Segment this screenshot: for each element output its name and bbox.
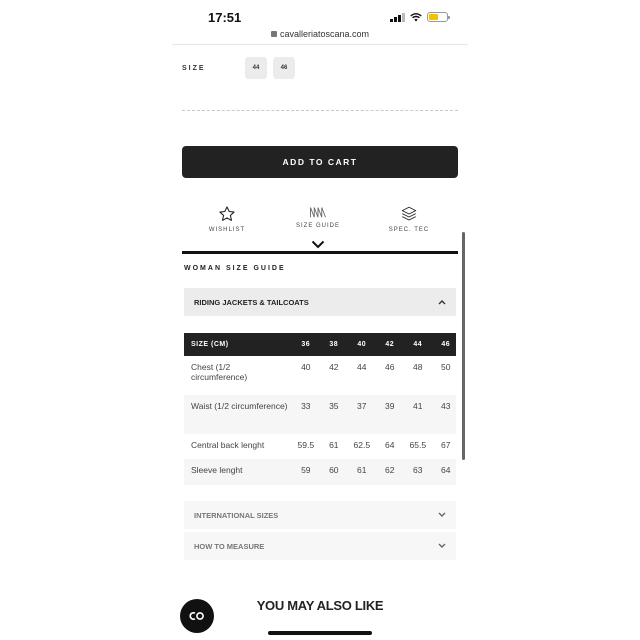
status-icons <box>390 12 448 22</box>
table-cell: 42 <box>329 362 339 372</box>
divider <box>172 44 468 45</box>
size-option-44[interactable]: 44 <box>245 57 267 79</box>
star-icon <box>218 205 236 223</box>
table-cell: 37 <box>344 395 380 434</box>
column-header: 38 <box>324 333 344 356</box>
table-cell: 59 <box>288 459 324 485</box>
column-header: 40 <box>344 333 380 356</box>
scrollbar[interactable] <box>462 232 465 460</box>
add-to-cart-button[interactable]: ADD TO CART <box>182 146 458 178</box>
tab-indicator <box>182 251 458 254</box>
table-cell: 35 <box>324 395 344 434</box>
wifi-icon <box>410 13 422 22</box>
table-row <box>184 434 456 459</box>
status-time: 17:51 <box>208 10 242 25</box>
layers-icon <box>400 205 418 223</box>
chevron-down-icon <box>438 512 446 518</box>
accordion-international-sizes[interactable] <box>184 501 456 529</box>
chat-logo-icon <box>188 611 206 621</box>
table-cell: 48 <box>413 362 423 372</box>
url-bar[interactable] <box>172 29 468 39</box>
accordion-how-to-measure[interactable] <box>184 532 456 560</box>
tab-label: WISHLIST <box>208 227 246 233</box>
tab-wishlist[interactable] <box>187 205 267 233</box>
tab-label: SPEC. TEC <box>388 227 430 233</box>
table-cell: 64 <box>436 459 456 485</box>
tab-label: SIZE GUIDE <box>295 223 340 229</box>
section-title-you-may-also-like: YOU MAY ALSO LIKE <box>256 598 384 613</box>
table-cell: 46 <box>385 362 395 372</box>
accordion-label: HOW TO MEASURE <box>194 541 265 551</box>
row-label: Chest (1/2 circumference) <box>191 362 248 382</box>
table-header <box>184 333 456 356</box>
table-cell: 64 <box>385 440 395 450</box>
phone-screen <box>172 0 468 640</box>
table-cell: 33 <box>288 395 324 434</box>
chevron-down-icon <box>438 543 446 549</box>
chevron-up-icon <box>438 299 446 305</box>
accordion-label: RIDING JACKETS & TAILCOATS <box>194 297 309 307</box>
table-cell: 60 <box>324 459 344 485</box>
divider <box>182 110 458 111</box>
column-header: 36 <box>288 333 324 356</box>
column-header: 46 <box>436 333 456 356</box>
table-cell: 41 <box>400 395 436 434</box>
table-cell: 39 <box>380 395 400 434</box>
signal-icon <box>390 13 405 22</box>
size-table <box>184 333 456 485</box>
tab-spec-tec[interactable] <box>369 205 449 233</box>
row-label: Waist (1/2 circumference) <box>184 395 288 434</box>
row-label: Sleeve lenght <box>184 459 288 485</box>
table-cell: 40 <box>301 362 311 372</box>
accordion-riding-jackets[interactable] <box>184 288 456 316</box>
url-text: cavalleriatoscana.com <box>279 29 370 39</box>
row-label: Central back lenght <box>191 440 265 450</box>
table-cell: 61 <box>329 440 339 450</box>
size-guide-title: WOMAN SIZE GUIDE <box>184 265 286 272</box>
table-cell: 43 <box>436 395 456 434</box>
home-indicator[interactable] <box>268 631 372 635</box>
table-cell: 62 <box>380 459 400 485</box>
table-row <box>184 459 456 485</box>
table-cell: 61 <box>344 459 380 485</box>
table-cell: 63 <box>400 459 436 485</box>
chevron-down-icon <box>311 240 325 249</box>
size-label: SIZE <box>182 65 206 72</box>
table-cell: 67 <box>441 440 451 450</box>
column-header: 44 <box>400 333 436 356</box>
table-cell: 65.5 <box>409 440 427 450</box>
tab-size-guide[interactable] <box>278 205 358 229</box>
table-cell: 44 <box>357 362 367 372</box>
column-header: SIZE (CM) <box>184 333 288 356</box>
column-header: 42 <box>380 333 400 356</box>
table-row <box>184 356 456 395</box>
table-row <box>184 395 456 434</box>
table-cell: 50 <box>441 362 451 372</box>
table-cell: 59.5 <box>297 440 315 450</box>
size-option-46[interactable]: 46 <box>273 57 295 79</box>
lock-icon <box>271 31 277 37</box>
accordion-label: INTERNATIONAL SIZES <box>194 510 279 520</box>
table-cell: 62.5 <box>353 440 371 450</box>
battery-icon <box>427 12 448 22</box>
size-guide-icon <box>309 205 327 219</box>
chat-button[interactable] <box>180 599 214 633</box>
